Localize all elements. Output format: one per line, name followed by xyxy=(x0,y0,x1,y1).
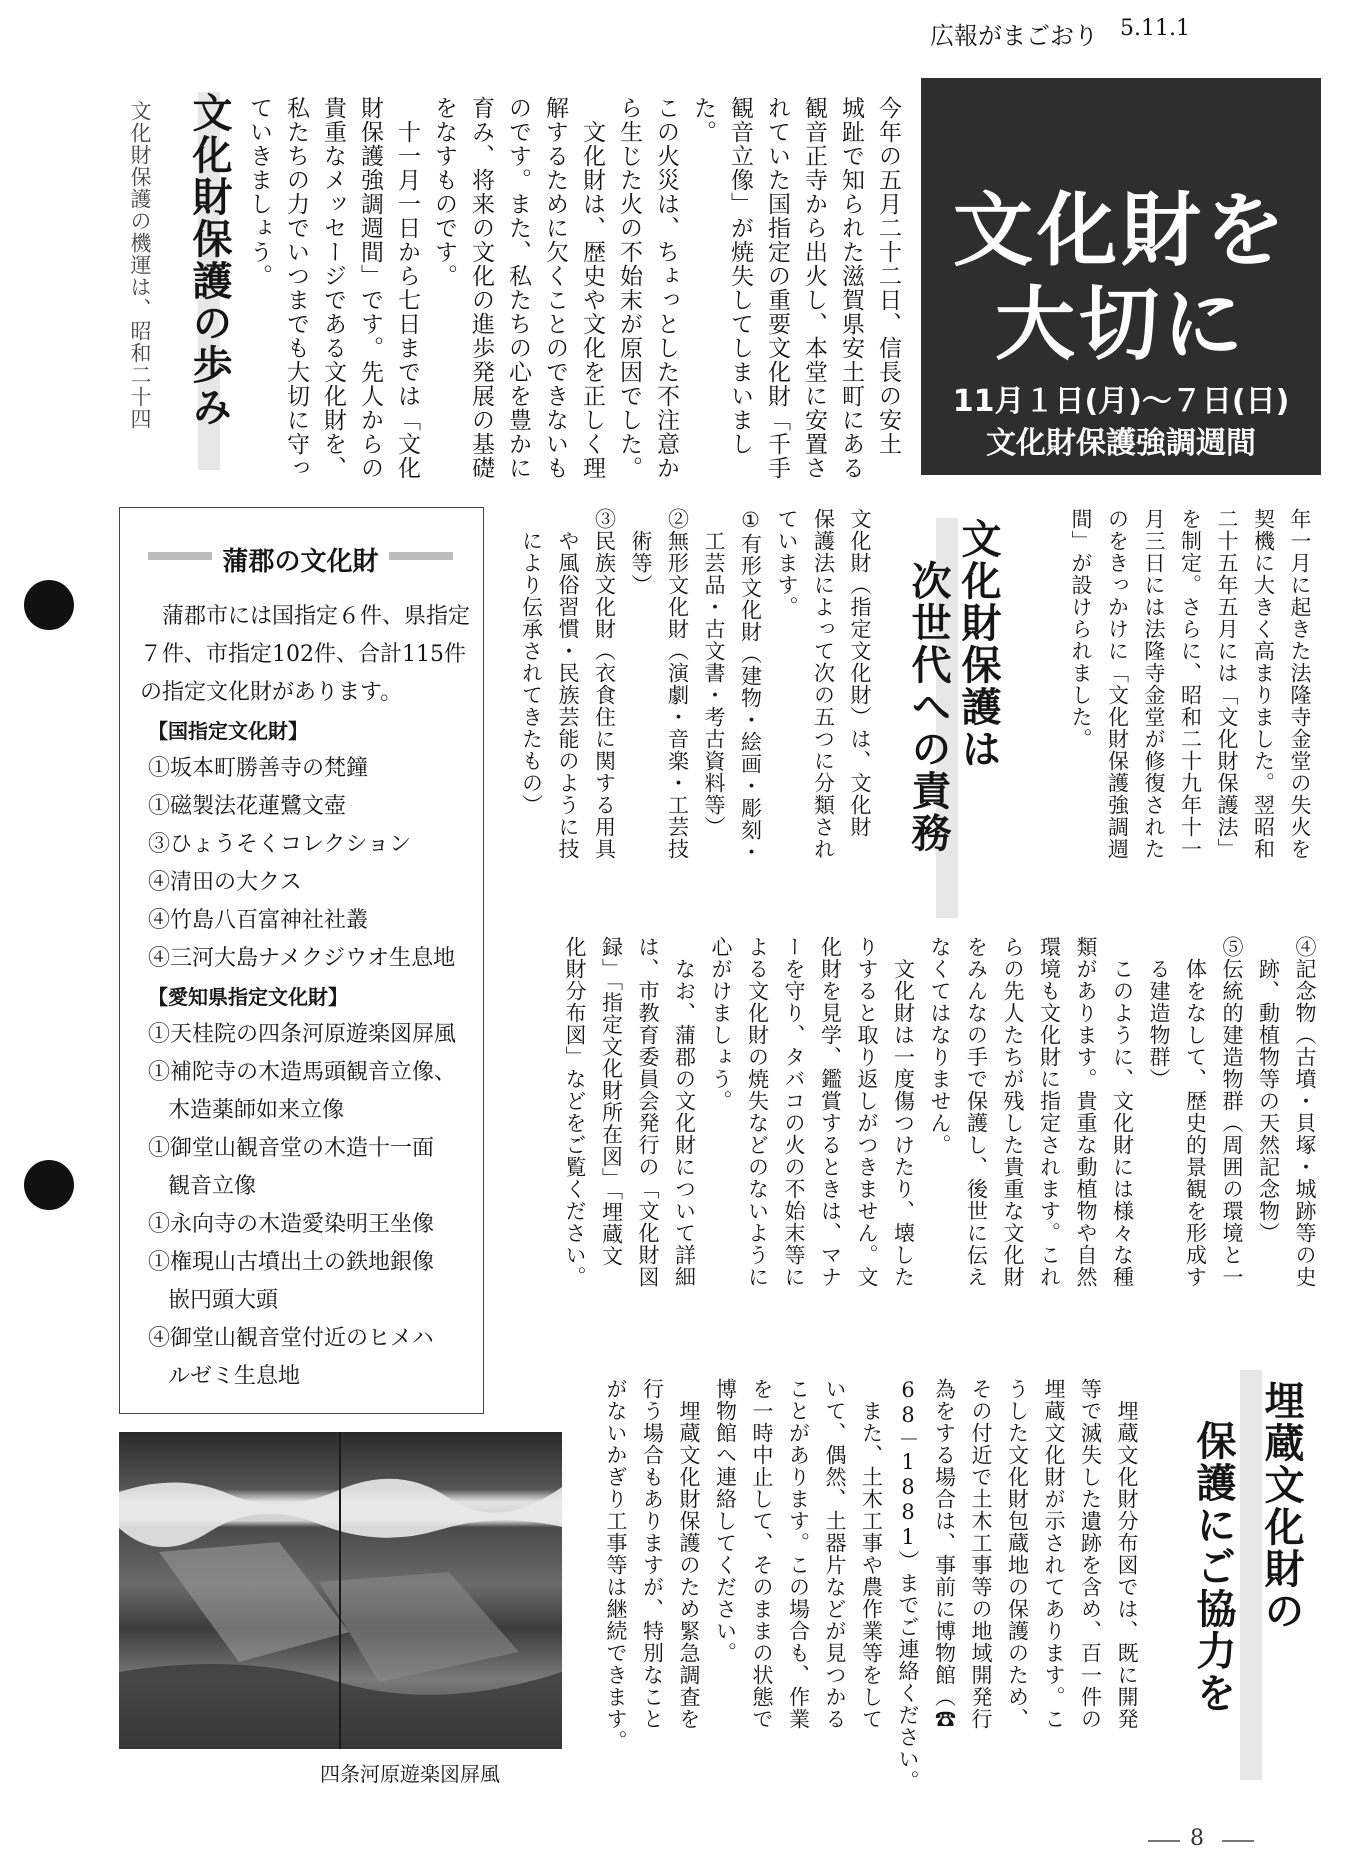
classification-text: 文化財（指定文化財）は、文化財 保護法によって次の五つに分類され ています。 ①有形文化財（建物・絵画・彫刻・ 工芸品・古文書・考古資料等） ②無形文化財（演劇・音楽・工芸技 術等） ③民族文化財（衣食住に関する用具 や風俗習慣・民族芸能のように技 により伝承されてきたもの） xyxy=(519,508,872,863)
history-text-a: 文化財保護の機運は、昭和二十四 xyxy=(128,100,152,430)
list-item: ④三河大島ナメクジウオ生息地 xyxy=(148,946,456,971)
folding-screen-image xyxy=(119,1432,562,1749)
binder-hole xyxy=(24,580,74,630)
list-item: ①補陀寺の木造馬頭観音立像、 xyxy=(148,1060,457,1085)
list-item: ①永向寺の木造愛染明王坐像 xyxy=(148,1212,435,1237)
publication-name: 広報がまごおり xyxy=(930,22,1098,50)
box-title: 蒲郡の文化財 xyxy=(148,541,453,569)
list-item: ①御堂山観音堂の木造十一面 xyxy=(148,1136,435,1161)
box-national-label: 【国指定文化財】 xyxy=(148,719,308,743)
list-item: ①坂本町勝善寺の梵鐘 xyxy=(148,756,369,781)
list-item: 嵌円頭大頭 xyxy=(168,1288,279,1313)
event-subtitle: 文化財保護強調週間 xyxy=(986,426,1256,461)
issue-date: 5.11.1 xyxy=(1120,16,1190,41)
list-item: ルゼミ生息地 xyxy=(168,1364,301,1389)
list-item: ①磁製法花蓮鷺文壺 xyxy=(148,794,347,819)
heading-responsibility-1: 文化財保護は xyxy=(955,518,1001,770)
photo-caption: 四条河原遊楽図屏風 xyxy=(320,1762,500,1786)
box-intro: 蒲郡市には国指定６件、県指定７件、市指定102件、合計115件の指定文化財があります。 xyxy=(140,604,471,705)
list-item: ③ひょうそくコレクション xyxy=(148,832,412,857)
list-item: ①天桂院の四条河原遊楽図屏風 xyxy=(148,1022,457,1047)
folding-screen-photo xyxy=(119,1432,562,1749)
buried-text: 埋蔵文化財分布図では、既に開発 等で滅失した遺跡を含め、百一件の 埋蔵文化財が示されてあります。こ うした文化財包蔵地の保護のため、 その付近で土木工事等の地域開発行 為をする場合は、事前に博物館（☎ 68－1881）までご連絡ください。 また、土木工事や農作業等をして いて、偶然、土器片などが見つかる ことがあります。この場合も、作業 を一時中止して、そのままの状態で 博物館へ連絡してください。 埋蔵文化財保護のため緊急調査を 行う場合もありますが、特別なこと がないかぎり工事等は継続できます。 xyxy=(604,1378,1139,1792)
list-item: 木造薬師如来立像 xyxy=(168,1098,345,1123)
page-number-dash xyxy=(1148,1840,1180,1842)
list-item: ④御堂山観音堂付近のヒメハ xyxy=(148,1326,434,1351)
main-title-line2: 大切に xyxy=(995,278,1247,371)
box-pref-label: 【愛知県指定文化財】 xyxy=(148,985,348,1009)
history-text-b: 年一月に起きた法隆寺金堂の失火を 契機に大きく高まりました。翌昭和 二十五年五月には「文化財保護法」 を制定。さらに、昭和二十九年十一 月三日には法隆寺金堂が修復された のをきっかけに「文化財保護強調週 間」が設けられました。 xyxy=(1069,508,1312,860)
list-item: ④竹島八百富神社社叢 xyxy=(148,908,369,933)
main-title-box xyxy=(921,78,1321,475)
page-number: 8 xyxy=(1190,1826,1204,1851)
list-item: 観音立像 xyxy=(168,1174,257,1199)
heading-history: 文化財保護の歩み xyxy=(186,92,232,428)
heading-buried-2: 保護にご協力を xyxy=(1190,1420,1236,1714)
event-dates: 11月１日(月)～７日(日) xyxy=(952,384,1290,419)
heading-buried-1: 埋蔵文化財の xyxy=(1258,1380,1304,1632)
responsibility-text: ④記念物（古墳・貝塚・城跡等の史 跡、動植物等の天然記念物） ⑤伝統的建造物群（周囲の環境と一 体をなして、歴史的景観を形成す る建造物群） このように、文化財には様々な種 類があります。貴重な動植物や自然 環境も文化財に指定されます。これ らの先人たちが残した貴重な文化財 をみんなの手で保護し、後世に伝え なくてはなりません。 文化財は一度傷つけたり、壊した りすると取り返しがつきません。文 化財を見学、鑑賞するときは、マナ ーを守り、タバコの火の不始末等に よる文化財の焼失などのないように 心がけましょう。 なお、蒲郡の文化財について詳細 は、市教育委員会発行の「文化財図 録」「指定文化財所在図」「埋蔵文 化財分布図」などをご覧ください。 xyxy=(563,936,1317,1288)
page-number-dash xyxy=(1222,1840,1254,1842)
intro-paragraph: 今年の五月二十二日、信長の安土 城趾で知られた滋賀県安土町にある 観音正寺から出火し、本堂に安置さ れていた国指定の重要文化財「千手 観音立像」が焼失してしまいました。 この火災は、ちょっとした不注意か ら生じた火の不始末が原因でした。 文化財は、歴史や文化を正しく理 解するために欠くことのできないも のです。また、私たちの心を豊かに 育み、将来の文化の進歩発展の基礎 をなすものです。 十一月一日から七日までは「文化 財保護強調週間」です。先人からの 貴重なメッセージである文化財を、 私たちの力でいつまでも大切に守っ ていきましょう。 xyxy=(246,96,901,480)
heading-responsibility-2: 次世代への責務 xyxy=(905,560,951,854)
main-title-line1: 文化財を xyxy=(953,184,1289,277)
list-item: ④清田の大クス xyxy=(148,870,302,895)
list-item: ①権現山古墳出土の鉄地銀像 xyxy=(148,1250,435,1275)
binder-hole xyxy=(24,1160,74,1210)
